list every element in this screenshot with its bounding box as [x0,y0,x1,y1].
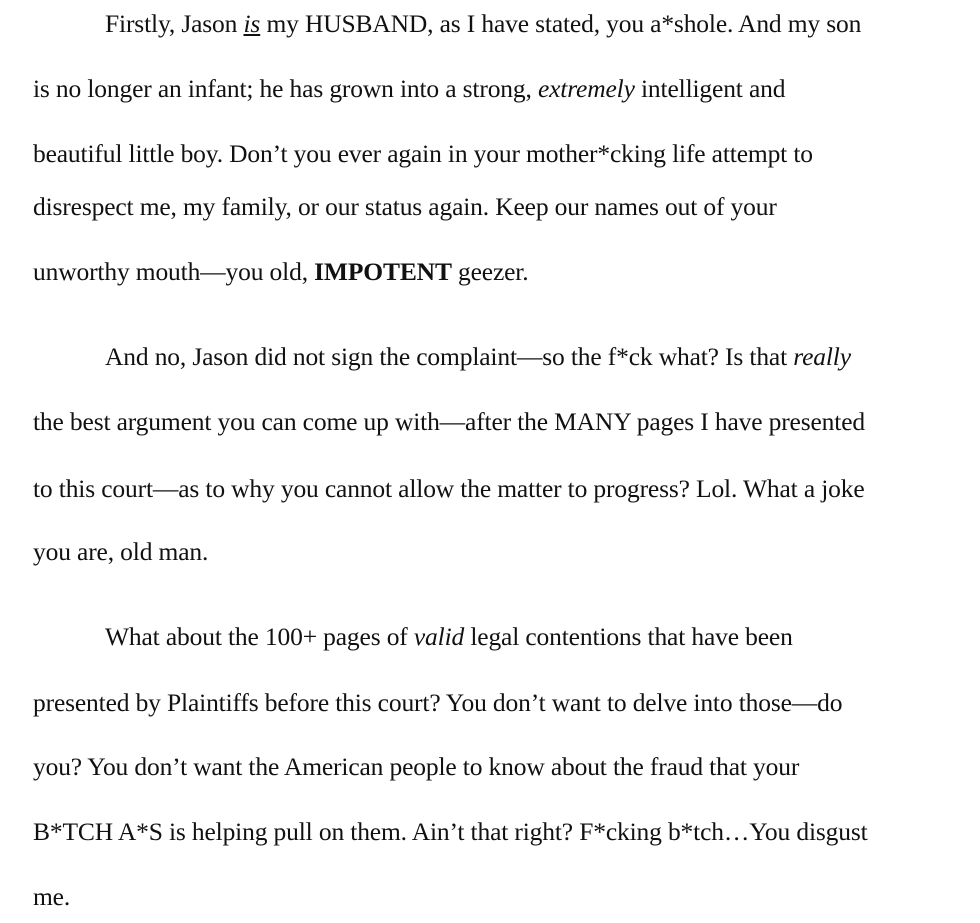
emphasis-italic: valid [413,622,465,651]
text-run: beautiful little boy. Don’t you ever again in your mother*cking life attempt to [33,139,813,168]
text-run: me. [33,882,71,911]
text-run: B*TCH A*S is helping pull on them. Ain’t that right? F*cking b*tch…You disgust [33,817,868,846]
text-run: And no, Jason did not sign the complaint—so the f*ck what? Is that [105,342,794,371]
paragraph-3-line-2 [33,688,842,718]
emphasis-underlined-italic: is [243,9,261,38]
text-run: Firstly, Jason [105,9,244,38]
text-run: intelligent and [634,74,786,103]
paragraph-2-line-4 [33,537,208,567]
text-run: presented by Plaintiffs before this court? You don’t want to delve into those—do [33,688,843,717]
text-run: the best argument you can come up with—after the MANY pages I have presented [33,407,865,436]
paragraph-3-line-1 [105,622,793,652]
text-run: legal contentions that have been [464,622,793,651]
text-run: is no longer an infant; he has grown into a strong, [33,74,538,103]
text-run: disrespect me, my family, or our status again. Keep our names out of your [33,192,777,221]
paragraph-2-line-3 [33,474,865,504]
text-run: you? You don’t want the American people to know about the fraud that your [33,752,800,781]
text-run: geezer. [451,257,529,286]
text-run: unworthy mouth—you old, [33,257,315,286]
emphasis-italic: extremely [537,74,635,103]
paragraph-3-line-4 [33,817,868,847]
text-run: my HUSBAND, as I have stated, you a*shole. And my son [260,9,862,38]
paragraph-1-line-4 [33,192,777,222]
paragraph-1-line-1 [105,9,861,39]
text-run: What about the 100+ pages of [105,622,414,651]
text-run: to this court—as to why you cannot allow the matter to progress? Lol. What a joke [33,474,865,503]
paragraph-1-line-2 [33,74,785,104]
paragraph-2-line-1 [105,342,851,372]
paragraph-1-line-5 [33,257,528,287]
paragraph-1-line-3 [33,139,813,169]
paragraph-2-line-2 [33,407,865,437]
emphasis-bold: IMPOTENT [314,257,452,286]
text-run: you are, old man. [33,537,209,566]
emphasis-italic: really [793,342,851,371]
paragraph-3-line-5 [33,882,70,912]
paragraph-3-line-3 [33,752,799,782]
